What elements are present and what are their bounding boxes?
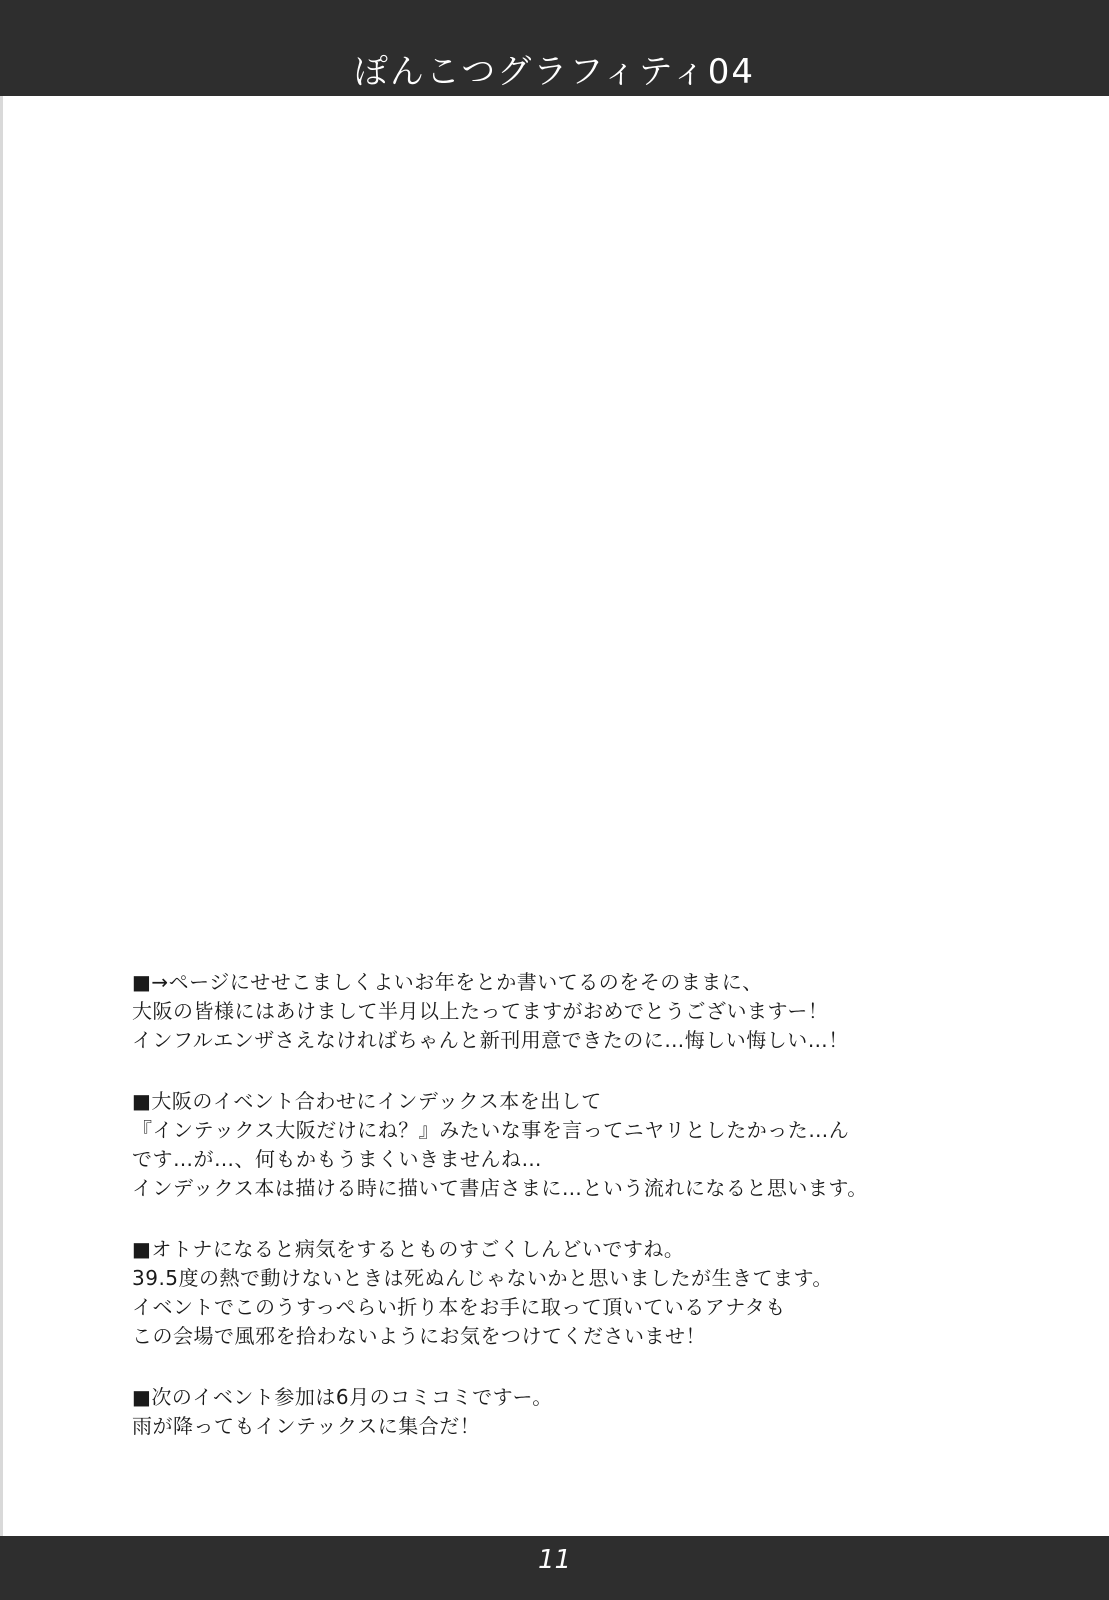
note-line: イベントでこのうすっぺらい折り本をお手に取って頂いているアナタも: [132, 1295, 786, 1319]
note-line: 『インテックス大阪だけにね？』みたいな事を言ってニヤリとしたかった…ん: [132, 1118, 850, 1142]
note-line: 39.5度の熱で動けないときは死ぬんじゃないかと思いましたが生きてます。: [132, 1266, 833, 1290]
note-line: 雨が降ってもインテックスに集合だ！: [132, 1414, 481, 1438]
note-line: ■次のイベント参加は6月のコミコミですー。: [132, 1385, 553, 1409]
note-paragraph: [132, 1087, 1032, 1203]
page-number: 11: [537, 1545, 572, 1575]
note-paragraph: [132, 1235, 1032, 1351]
page-edge-divider: [0, 96, 3, 1536]
book-title: ぽんこつグラフィティ04: [353, 52, 756, 92]
note-line: 大阪の皆様にはあけまして半月以上たってますがおめでとうございますー！: [132, 999, 829, 1023]
note-line: ■大阪のイベント合わせにインデックス本を出して: [132, 1089, 602, 1113]
note-line: ■オトナになると病気をするとものすごくしんどいですね。: [132, 1237, 685, 1261]
note-paragraph: [132, 1383, 1032, 1441]
note-line: この会場で風邪を拾わないようにお気をつけてくださいませ！: [132, 1324, 706, 1348]
afterword-notes: [132, 968, 1032, 1473]
note-paragraph: [132, 968, 1032, 1055]
note-line: です…が…、何もかもうまくいきませんね…: [132, 1147, 542, 1171]
note-line: ■→ページにせせこましくよいお年をとか書いてるのをそのままに、: [132, 970, 763, 994]
note-line: インデックス本は描ける時に描いて書店さまに…という流れになると思います。: [132, 1176, 868, 1200]
note-line: インフルエンザさえなければちゃんと新刊用意できたのに…悔しい悔しい…！: [132, 1028, 849, 1052]
